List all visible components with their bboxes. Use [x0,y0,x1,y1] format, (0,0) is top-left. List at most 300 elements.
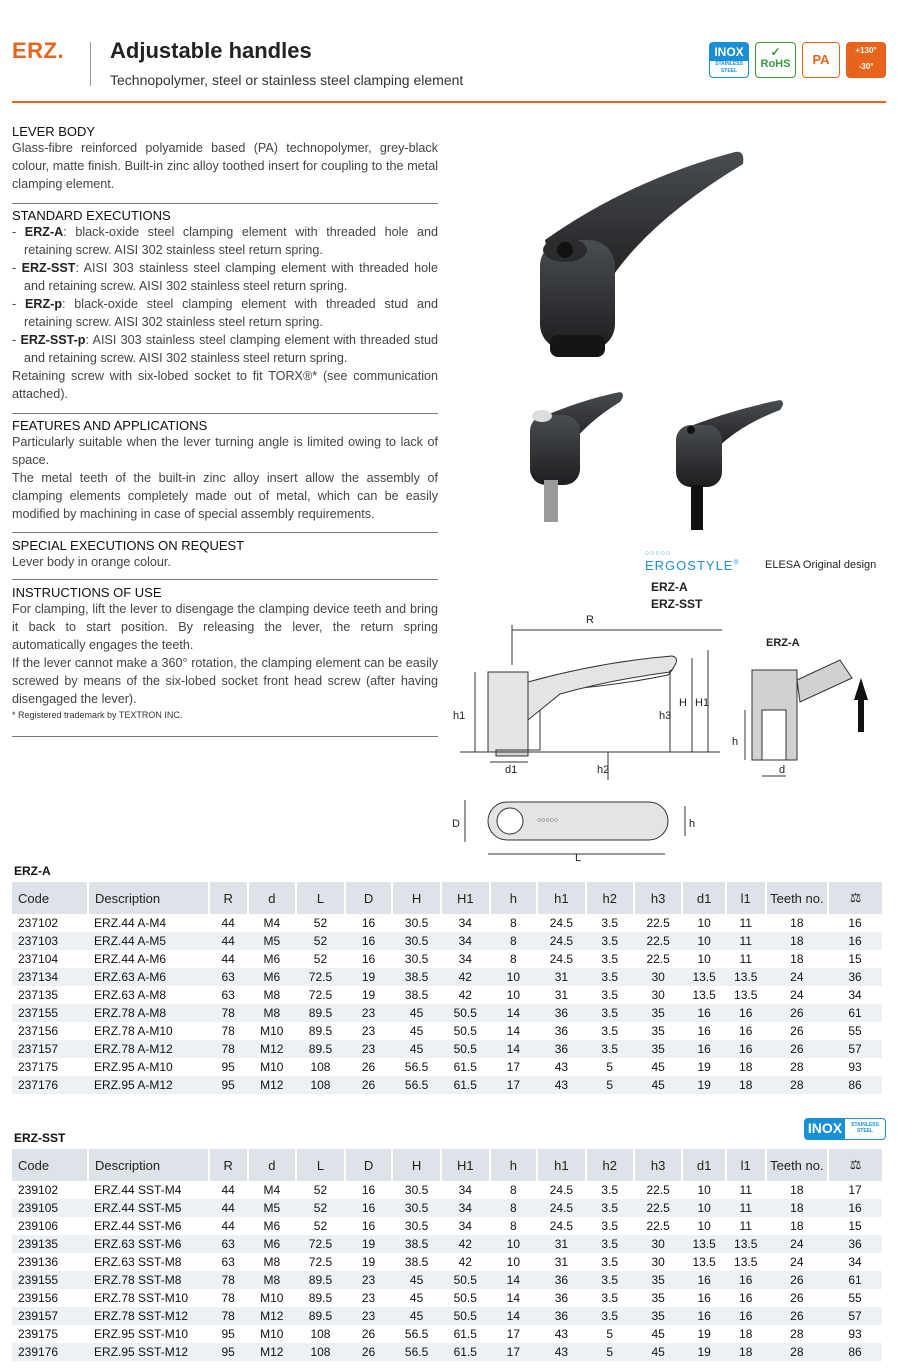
product-code: ERZ. [12,38,65,63]
table-cell: 24 [766,1235,828,1253]
table-cell: 45 [651,1327,665,1341]
table-cell: 50.5 [441,1307,490,1325]
table-cell: 24 [766,968,828,986]
inox-badge-sub: STAINLESS STEEL [715,61,743,74]
dim-label-h3: h3 [659,710,672,722]
table-cell: M4 [263,1183,281,1197]
table-cell: 78 [209,1307,248,1325]
table-cell: 18 [766,1199,828,1217]
table-cell: 16 [361,1183,376,1197]
table-cell: 56.5 [404,1327,429,1341]
table-cell: 89.5 [296,1271,345,1289]
column-header: h3 [634,882,683,914]
table-cell: 34 [441,932,490,950]
table-cell: 26 [790,1024,804,1038]
table-cell: ERZ.95 SST-M12 [88,1343,209,1361]
table-cell: 237155 [12,1004,88,1022]
table-cell: 26 [766,1004,828,1022]
table-cell: ERZ.63 SST-M6 [88,1235,209,1253]
table-cell: 34 [458,1219,472,1233]
table-cell: 50.5 [441,1271,490,1289]
table-cell: 36 [828,1235,882,1253]
table-cell: 50.5 [441,1004,490,1022]
table-cell: 237156 [18,1024,59,1038]
table-cell: 57 [828,1307,882,1325]
table-cell: 5 [606,1327,614,1341]
erz-sst-table [12,1149,882,1361]
table-cell: 78 [221,1024,235,1038]
table-cell: 22.5 [646,1183,670,1197]
execution-item: - ERZ-p: black-oxide steel clamping element with threaded stud and retaining screw. AISI 302 stainless steel return spring. [12,297,438,329]
temperature-badge [846,42,886,78]
table-cell: 19 [682,1343,725,1361]
table-cell: 10 [682,932,725,950]
table-cell: 8 [490,1199,537,1217]
table-cell: 14 [490,1307,537,1325]
column-header: d1 [682,882,725,914]
table-cell: 45 [392,1004,441,1022]
lever-body-text: Glass-fibre reinforced polyamide based (PA) technopolymer, grey-black colour, matte finish. Built-in zinc alloy toothed insert for coupling to the metal clamping element. [12,141,438,191]
table-cell: 30.5 [404,1219,429,1233]
table-row [12,1181,882,1199]
table-cell: 44 [221,952,235,966]
table-cell: 23 [361,1024,376,1038]
dim-label-h-section: h [732,736,739,748]
table-cell: 239135 [12,1235,88,1253]
table-cell: 78 [209,1004,248,1022]
standard-executions-section [12,208,438,403]
table-cell: 3.5 [601,1024,619,1038]
column-header: d1 [682,1149,725,1181]
table-row [12,1217,882,1235]
table-cell: 38.5 [392,968,441,986]
table-cell: M6 [263,952,281,966]
table-cell: 35 [634,1271,683,1289]
table-cell: 3.5 [601,1183,619,1197]
instructions-title: INSTRUCTIONS OF USE [12,585,162,600]
table-cell: 19 [361,1255,376,1269]
table-cell: 10 [697,952,711,966]
stud-handle-image [530,392,623,522]
rohs-badge [755,42,796,78]
table-cell: 239157 [12,1307,88,1325]
header-divider [90,42,91,86]
table-cell: 237103 [12,932,88,950]
trademark-note: * Registered trademark by TEXTRON INC. [12,710,183,720]
table-cell: 14 [490,1040,537,1058]
table-cell: 34 [458,916,472,930]
table-cell: 45 [409,1291,424,1305]
table-cell: 16 [697,1024,711,1038]
table-cell: 31 [537,968,586,986]
table-cell: ERZ.95 A-M10 [94,1060,173,1074]
table-cell: 5 [606,1060,614,1074]
table-cell: 26 [790,1291,804,1305]
table-cell: M4 [263,916,281,930]
dim-label-h2: h2 [597,764,610,776]
column-header: H1 [441,1149,490,1181]
table-cell: ERZ.44 A-M6 [94,952,167,966]
table-cell: 237104 [18,952,59,966]
table-cell: 3.5 [586,1004,634,1022]
table-cell: 17 [506,1327,521,1341]
table-cell: 45 [634,1076,683,1094]
table-cell: ERZ.63 A-M8 [94,988,167,1002]
table-cell: 239176 [12,1343,88,1361]
table-cell: ERZ.78 A-M10 [94,1024,173,1038]
table-cell: 44 [221,1183,235,1197]
table-cell: 24.5 [537,1199,586,1217]
table-cell: 13.5 [734,988,758,1002]
table-cell: 3.5 [586,1307,634,1325]
arrow-up-icon [854,678,868,732]
table-cell: 95 [221,1060,235,1074]
execution-item: - ERZ-A: black-oxide steel clamping element with threaded hole and retaining screw. AISI 302 stainless steel return spring. [12,225,438,257]
instructions-text-2: If the lever cannot make a 360° rotation, the clamping element can be easily screwed by means of the six-lobed socket front head screw (after having disengaged the lever). [12,656,438,706]
table-cell: 56.5 [392,1343,441,1361]
temp-low: -30° [858,62,874,71]
table-cell: 239106 [18,1219,59,1233]
table-cell: M6 [248,1235,297,1253]
column-header: Teeth no. [766,882,828,914]
section-divider [12,579,438,580]
table-cell: 3.5 [601,1255,619,1269]
table-cell: 18 [766,932,828,950]
table-cell: 72.5 [308,988,333,1002]
table-cell: ERZ.95 SST-M10 [94,1327,189,1341]
table-cell: 26 [361,1060,376,1074]
table-cell: 22.5 [646,1219,670,1233]
lever-body-section [12,124,438,193]
special-executions-section [12,538,438,571]
table-cell: 3.5 [601,952,619,966]
table-cell: 239136 [18,1255,59,1269]
table-cell: 22.5 [646,916,670,930]
table-cell: 50.5 [441,1040,490,1058]
table-cell: 35 [634,1307,683,1325]
instructions-section [12,585,438,720]
dim-label-d1: d1 [505,764,518,776]
table-cell: 18 [790,1219,804,1233]
table-cell: 78 [209,1271,248,1289]
features-text-1: Particularly suitable when the lever turning angle is limited owing to lack of space. [12,435,438,467]
table-cell: 36 [537,1040,586,1058]
table-cell: 30 [651,1255,665,1269]
standard-executions-title: STANDARD EXECUTIONS [12,208,171,223]
checkmark-icon: ✓ [770,45,781,59]
table-cell: 19 [697,1060,711,1074]
table-cell: 34 [441,1199,490,1217]
table-row [12,1004,882,1022]
table-cell: 11 [739,916,752,930]
table-cell: ERZ.44 A-M4 [94,916,167,930]
table-cell: 52 [296,932,345,950]
table-cell: 89.5 [296,1040,345,1058]
table-cell: 14 [490,1004,537,1022]
table-cell: 24 [790,988,804,1002]
table-cell: 34 [848,1255,862,1269]
table-cell: 11 [739,952,752,966]
column-header: L [296,1149,345,1181]
table-cell: 3.5 [586,968,634,986]
table-cell: 26 [766,1040,828,1058]
features-section [12,418,438,523]
table-cell: 57 [828,1040,882,1058]
section-divider [12,532,438,533]
table-cell: 18 [790,916,804,930]
table-cell: 24.5 [549,1183,574,1197]
table-cell: M12 [248,1076,297,1094]
table-cell: ERZ.63 SST-M8 [94,1255,182,1269]
table-cell: 63 [209,968,248,986]
table-cell: 11 [726,1199,766,1217]
table-cell: 16 [726,1271,766,1289]
table-cell: 28 [790,1060,804,1074]
table-cell: 45 [409,1024,424,1038]
table-row [12,1076,882,1094]
table-row [12,968,882,986]
table-cell: 15 [848,1219,862,1233]
table-cell: 36 [828,968,882,986]
table-cell: 42 [458,988,472,1002]
table-cell: 34 [848,988,862,1002]
table-cell: 86 [828,1076,882,1094]
table-cell: 10 [697,916,711,930]
dim-label-h: h [689,818,696,830]
table-cell: 17 [490,1343,537,1361]
table-cell: ERZ.44 SST-M5 [88,1199,209,1217]
special-text: Lever body in orange colour. [12,555,171,569]
table-cell: 61 [828,1271,882,1289]
table-cell: 86 [828,1343,882,1361]
table-cell: 13.5 [682,968,725,986]
table-cell: 3.5 [601,916,619,930]
instructions-text-1: For clamping, lift the lever to disengage the clamping device teeth and bring it back to start position. By releasing the lever, the return spring automatically engages the teeth. [12,602,438,652]
table-cell: 43 [537,1076,586,1094]
table-cell: M6 [248,968,297,986]
table-cell: 16 [361,916,376,930]
table-cell: 3.5 [586,932,634,950]
table-cell: 237134 [12,968,88,986]
table-cell: 16 [739,1024,753,1038]
column-header: H [392,1149,441,1181]
table-cell: 52 [313,916,328,930]
table-cell: 30 [634,1235,683,1253]
table-cell: 31 [554,1255,569,1269]
technical-drawing [440,610,900,870]
table-cell: 36 [537,1004,586,1022]
table-row [12,950,882,968]
table-row [12,1271,882,1289]
table-cell: 35 [634,1004,683,1022]
table-cell: 237102 [18,916,59,930]
table-cell: 13.5 [726,1235,766,1253]
table-cell: 16 [726,1004,766,1022]
table-cell: 26 [345,1343,392,1361]
table-row [12,1325,882,1343]
column-header: Code [12,882,88,914]
table-cell: 237135 [18,988,59,1002]
table-cell: 3.5 [601,1291,619,1305]
table-cell: 10 [490,1235,537,1253]
lever-body-title: LEVER BODY [12,124,96,139]
table-cell: 63 [221,988,235,1002]
column-header: h [490,1149,537,1181]
table-cell: 8 [490,932,537,950]
table-cell: 3.5 [601,1219,619,1233]
inox-badge-table [804,1118,886,1140]
table-cell: ERZ.44 SST-M6 [94,1219,182,1233]
table-cell: 14 [506,1291,521,1305]
table-cell: 23 [345,1307,392,1325]
special-title: SPECIAL EXECUTIONS ON REQUEST [12,538,245,553]
table-cell: 38.5 [404,1255,429,1269]
table-cell: 30 [651,988,665,1002]
table-cell: 3.5 [601,988,619,1002]
ergostyle-logo: ERGOSTYLE® [645,558,740,573]
table-cell: 16 [682,1307,725,1325]
table-cell: 26 [361,1327,376,1341]
table-cell: 8 [509,916,517,930]
features-text-2: The metal teeth of the built-in zinc alloy insert allow the assembly of clamping elements completely made out of metal, which can be easily modified by machining in case of special assembly requirements. [12,471,438,521]
table-cell: 78 [221,1291,235,1305]
table-cell: 55 [848,1291,862,1305]
table-cell: 13.5 [682,1235,725,1253]
dim-label-R: R [586,614,594,626]
table-cell: ERZ.95 A-M12 [88,1076,209,1094]
table-cell: 3.5 [586,1271,634,1289]
table-cell: 16 [828,932,882,950]
table-cell: 16 [345,1199,392,1217]
table-cell: 11 [739,1219,752,1233]
table-cell: 239105 [12,1199,88,1217]
table-cell: 30.5 [404,952,429,966]
dim-label-d: d [779,764,786,776]
table-cell: M8 [248,1271,297,1289]
table-cell: 16 [682,1040,725,1058]
table-cell: 19 [682,1076,725,1094]
table-cell: ERZ.78 SST-M12 [88,1307,209,1325]
table-cell: M10 [260,1060,284,1074]
ergostyle-text: ELESA Original design [765,559,877,571]
table-cell: 78 [209,1040,248,1058]
table-cell: 26 [766,1307,828,1325]
table-cell: 17 [848,1183,862,1197]
temp-high: +130° [855,46,877,55]
column-header: R [209,882,248,914]
table-cell: 10 [490,968,537,986]
table-cell: 16 [697,1291,711,1305]
table-cell: 19 [361,988,376,1002]
table-row [12,1343,882,1361]
table-cell: 13.5 [692,1255,716,1269]
column-header: h [490,882,537,914]
table-cell: 5 [586,1343,634,1361]
table-cell: 52 [313,1219,328,1233]
table-cell: 22.5 [634,932,683,950]
column-header: ⚖ [828,1149,882,1181]
table-cell: 63 [221,1255,235,1269]
table-cell: 8 [509,1183,517,1197]
table-cell: 22.5 [634,1199,683,1217]
table-cell: 30.5 [404,1183,429,1197]
table-cell: 50.5 [453,1024,477,1038]
table-cell: 30.5 [392,1199,441,1217]
table-cell: 55 [848,1024,862,1038]
inox-badge [709,42,749,78]
table-cell: ERZ.44 SST-M4 [94,1183,182,1197]
table-cell: 93 [848,1327,862,1341]
table-cell: 31 [554,988,569,1002]
section-divider [12,413,438,414]
table-cell: 16 [726,1040,766,1058]
section-divider [12,736,438,737]
table-cell: 28 [766,1343,828,1361]
table-cell: ERZ.78 SST-M10 [94,1291,189,1305]
table-cell: 24 [790,1255,804,1269]
table-cell: 26 [345,1076,392,1094]
table-cell: 24.5 [537,932,586,950]
table-cell: 16 [682,1004,725,1022]
table-cell: 52 [313,1183,328,1197]
table-row [12,1307,882,1325]
rohs-badge-label: RoHS [760,58,791,70]
header-rule [12,101,886,103]
table-cell: 108 [310,1060,331,1074]
column-header: h1 [537,1149,586,1181]
column-header: l1 [726,1149,766,1181]
table-cell: 45 [392,1040,441,1058]
table-cell: 13.5 [734,1255,758,1269]
table-cell: 3.5 [586,1235,634,1253]
table-cell: 44 [221,1219,235,1233]
table-cell: 42 [441,968,490,986]
table-cell: 18 [739,1327,753,1341]
dim-label-H1: H1 [695,697,710,709]
ergostyle-dots: ○○○○○ [645,550,672,557]
column-header: Description [88,882,209,914]
table-cell: 16 [682,1271,725,1289]
table-cell: 72.5 [308,1255,333,1269]
table-cell: 45 [392,1271,441,1289]
table-cell: 16 [848,916,862,930]
table-cell: 239155 [12,1271,88,1289]
table-cell: 63 [209,1235,248,1253]
table-cell: M10 [260,1024,284,1038]
table-cell: ERZ.78 A-M12 [88,1040,209,1058]
column-header: h1 [537,882,586,914]
table-label-erz-sst: ERZ-SST [14,1131,66,1145]
table-cell: 34 [458,952,472,966]
table-cell: 13.5 [726,968,766,986]
column-header: R [209,1149,248,1181]
retaining-screw-note: Retaining screw with six-lobed socket to fit TORX®* (see communication attached). [12,369,438,401]
table-cell: 237157 [12,1040,88,1058]
page-subtitle: Technopolymer, steel or stainless steel clamping element [110,72,464,88]
section-drawing-title: ERZ-A [766,637,800,649]
table-cell: 237176 [12,1076,88,1094]
table-cell: ERZ.78 A-M8 [88,1004,209,1022]
table-row [12,986,882,1004]
table-cell: 95 [221,1327,235,1341]
table-cell: M10 [260,1327,284,1341]
column-header: h2 [586,882,634,914]
table-cell: ERZ.44 A-M5 [88,932,209,950]
table-cell: 3.5 [586,1040,634,1058]
table-row [12,1058,882,1076]
table-cell: 44 [209,1199,248,1217]
table-cell: 26 [766,1271,828,1289]
